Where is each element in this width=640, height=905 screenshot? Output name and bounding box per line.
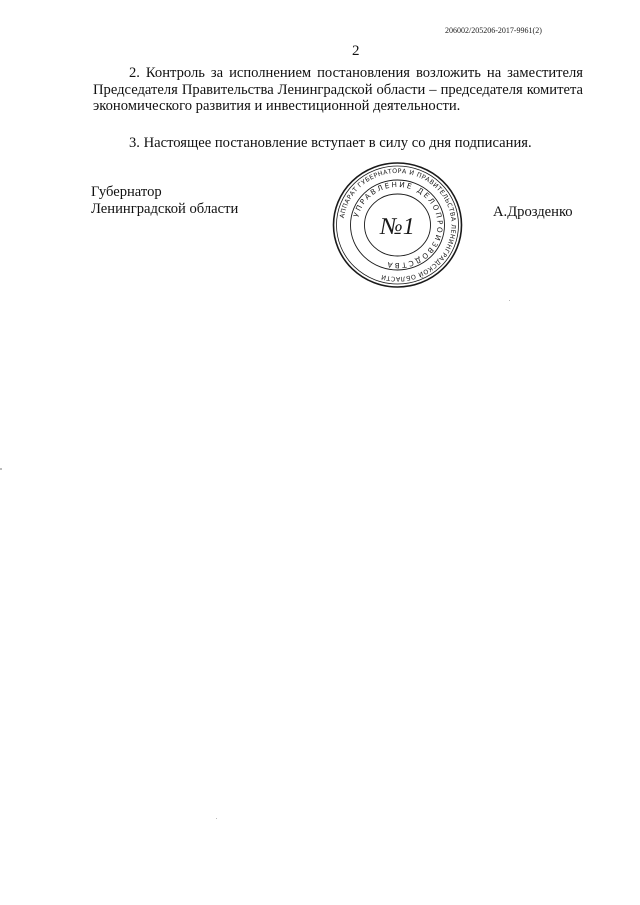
scan-artifact — [0, 468, 2, 470]
seal-outer-text: АППАРАТ ГУБЕРНАТОРА И ПРАВИТЕЛЬСТВА ЛЕНИНГРАДСКОЙ ОБЛАСТИ — [338, 167, 457, 283]
seal-center-number: №1 — [380, 214, 415, 240]
seal-inner-text: УПРАВЛЕНИЕ ДЕЛОПРОИЗВОДСТВА — [351, 179, 445, 271]
scan-artifact — [509, 300, 510, 301]
document-code: 206002/205206-2017-9961(2) — [445, 26, 542, 35]
scan-artifact — [216, 818, 217, 819]
signatory-title-line1: Губернатор — [91, 184, 162, 200]
paragraph-3: 3. Настоящее постановление вступает в силу со дня подписания. — [129, 135, 532, 151]
signatory-name: А.Дрозденко — [493, 204, 573, 220]
paragraph-2: 2. Контроль за исполнением постановления возложить на заместителя Председателя Правительства Ленинградской области – председателя комитета экономического развития и инвестиционной деятельности. — [93, 65, 583, 114]
official-seal-stamp — [330, 160, 465, 290]
signatory-title — [91, 184, 238, 217]
signatory-title-line2: Ленинградской области — [91, 200, 239, 217]
page-number: 2 — [352, 43, 360, 59]
